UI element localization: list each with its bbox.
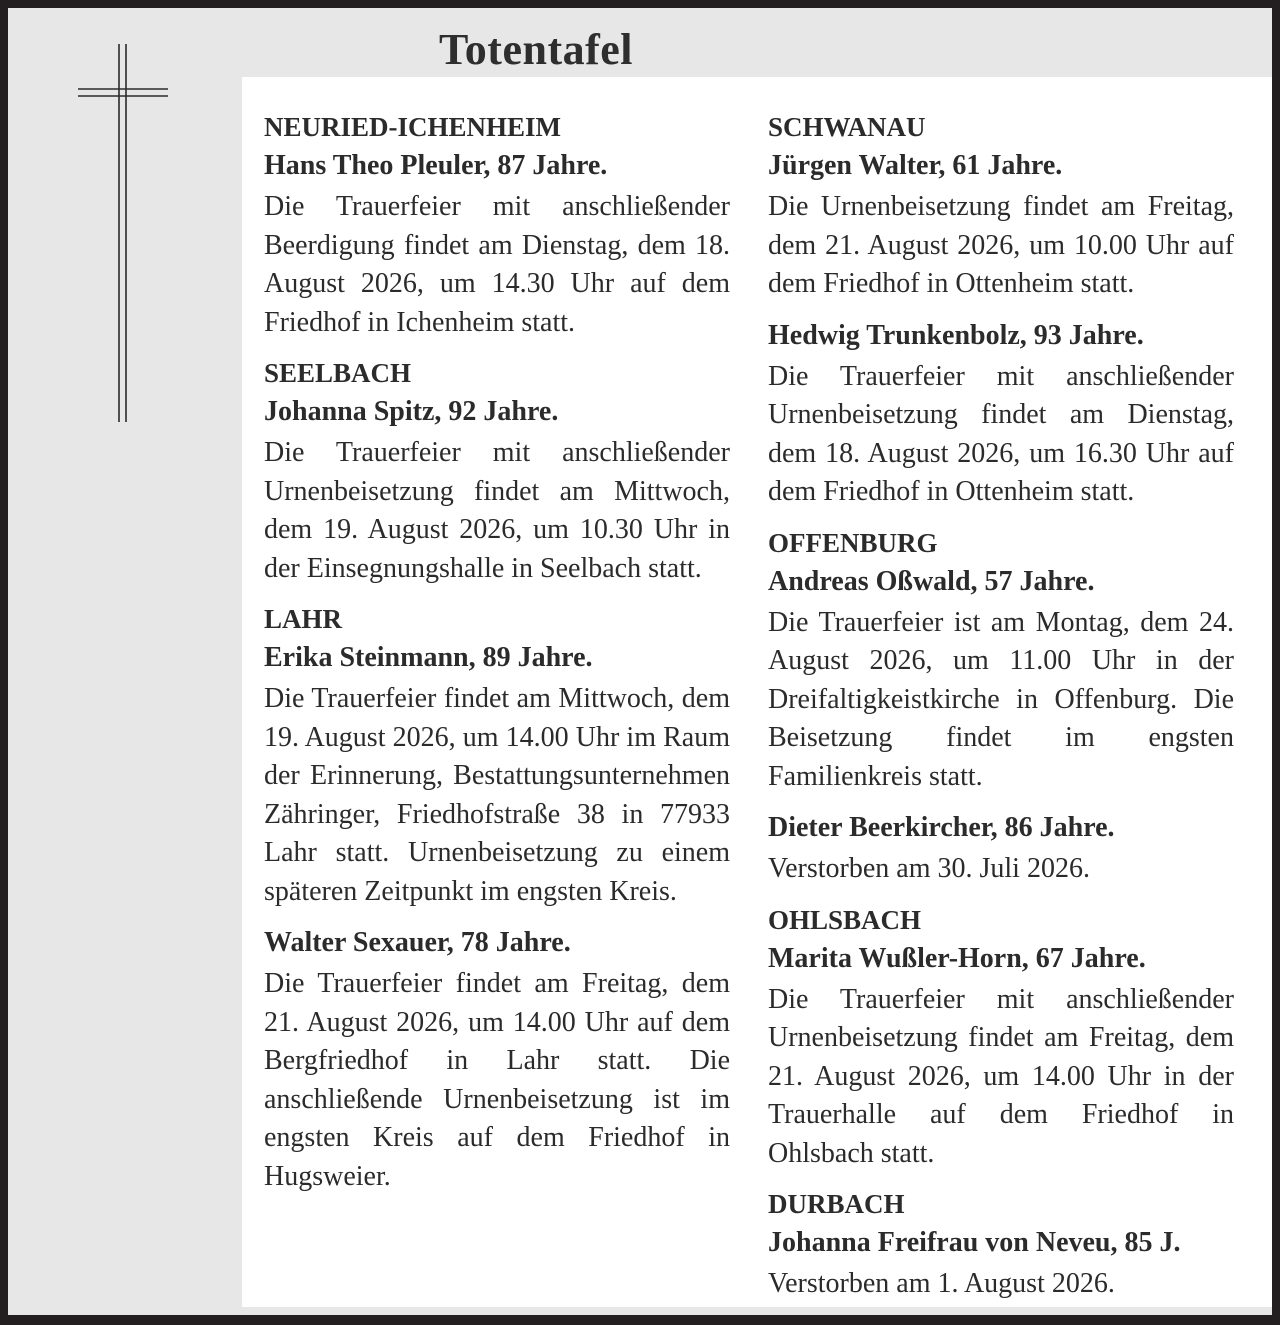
place-heading: OHLSBACH: [768, 904, 922, 935]
place-section: [264, 108, 730, 342]
deceased-name: Johanna Freifrau von Neveu, 85 J.: [768, 1227, 1181, 1258]
place-heading: OFFENBURG: [768, 527, 938, 558]
place-heading: NEURIED-ICHENHEIM: [264, 112, 562, 142]
page-title: Totentafel: [438, 25, 634, 74]
place-section: [264, 354, 730, 588]
notice-text: Verstorben am 1. August 2026.: [768, 1268, 1115, 1299]
deceased-name: Marita Wußler-Horn, 67 Jahre.: [768, 942, 1146, 974]
place-heading: DURBACH: [768, 1189, 905, 1219]
cross-icon: [70, 36, 180, 436]
notice-text: Die Trauerfeier mit anschließender Urnenbeisetzung findet am Dienstag, dem 18. August 2026, um 16.30 Uhr auf dem Friedhof in Ottenheim statt.: [768, 360, 1234, 507]
deceased-name: Jürgen Walter, 61 Jahre.: [768, 150, 1063, 181]
place-section: [768, 1185, 1234, 1304]
place-heading: LAHR: [264, 604, 343, 634]
obituary-panel: [242, 77, 1272, 1307]
place-section: [768, 524, 1234, 889]
deceased-name: Dieter Beerkircher, 86 Jahre.: [768, 812, 1115, 843]
notice-text: Die Trauerfeier findet am Freitag, dem 21. August 2026, um 14.00 Uhr auf dem Bergfriedhof in Lahr statt. Die anschließende Urnenbeisetzung ist im engsten Kreis auf dem Friedhof in Hugsweier.: [264, 968, 730, 1192]
notice-text: Verstorben am 30. Juli 2026.: [768, 853, 1090, 884]
place-section: [768, 901, 1234, 1174]
place-heading: SEELBACH: [264, 358, 412, 388]
place-section: [264, 600, 730, 1196]
deceased-name: Johanna Spitz, 92 Jahre.: [264, 396, 559, 427]
deceased-name: Andreas Oßwald, 57 Jahre.: [768, 565, 1095, 597]
place-section: [768, 108, 1234, 512]
right-column: [768, 108, 1234, 1316]
notice-text: Die Trauerfeier mit anschließender Urnenbeisetzung findet am Freitag, dem 21. August 2026, um 14.00 Uhr in der Trauerhalle auf dem Friedhof in Ohlsbach statt.: [768, 983, 1234, 1169]
notice-text: Die Trauerfeier findet am Mittwoch, dem 19. August 2026, um 14.00 Uhr im Raum der Erinnerung, Bestattungsunternehmen Zähringer, Friedhofstraße 38 in 77933 Lahr statt. Urnenbeisetzung zu einem späteren Zeitpunkt im engsten Kreis.: [264, 683, 730, 907]
deceased-name: Walter Sexauer, 78 Jahre.: [264, 927, 571, 958]
notice-text: Die Trauerfeier mit anschließender Urnenbeisetzung findet am Mittwoch, dem 19. August 2026, um 10.30 Uhr in der Einsegnungshalle in Seelbach statt.: [264, 437, 730, 584]
place-heading: SCHWANAU: [768, 112, 926, 142]
deceased-name: Erika Steinmann, 89 Jahre.: [264, 642, 593, 673]
deceased-name: Hans Theo Pleuler, 87 Jahre.: [264, 150, 608, 181]
notice-text: Die Trauerfeier ist am Montag, dem 24. August 2026, um 11.00 Uhr in der Dreifaltigkeistkirche in Offenburg. Die Beisetzung findet im engsten Familienkreis statt.: [768, 606, 1234, 792]
deceased-name: Hedwig Trunkenbolz, 93 Jahre.: [768, 319, 1144, 351]
notice-text: Die Trauerfeier mit anschließender Beerdigung findet am Dienstag, dem 18. August 2026, um 14.30 Uhr auf dem Friedhof in Ichenheim statt.: [264, 191, 730, 338]
notice-text: Die Urnenbeisetzung findet am Freitag, dem 21. August 2026, um 10.00 Uhr auf dem Friedhof in Ottenheim statt.: [768, 191, 1234, 299]
left-column: [264, 108, 730, 1208]
